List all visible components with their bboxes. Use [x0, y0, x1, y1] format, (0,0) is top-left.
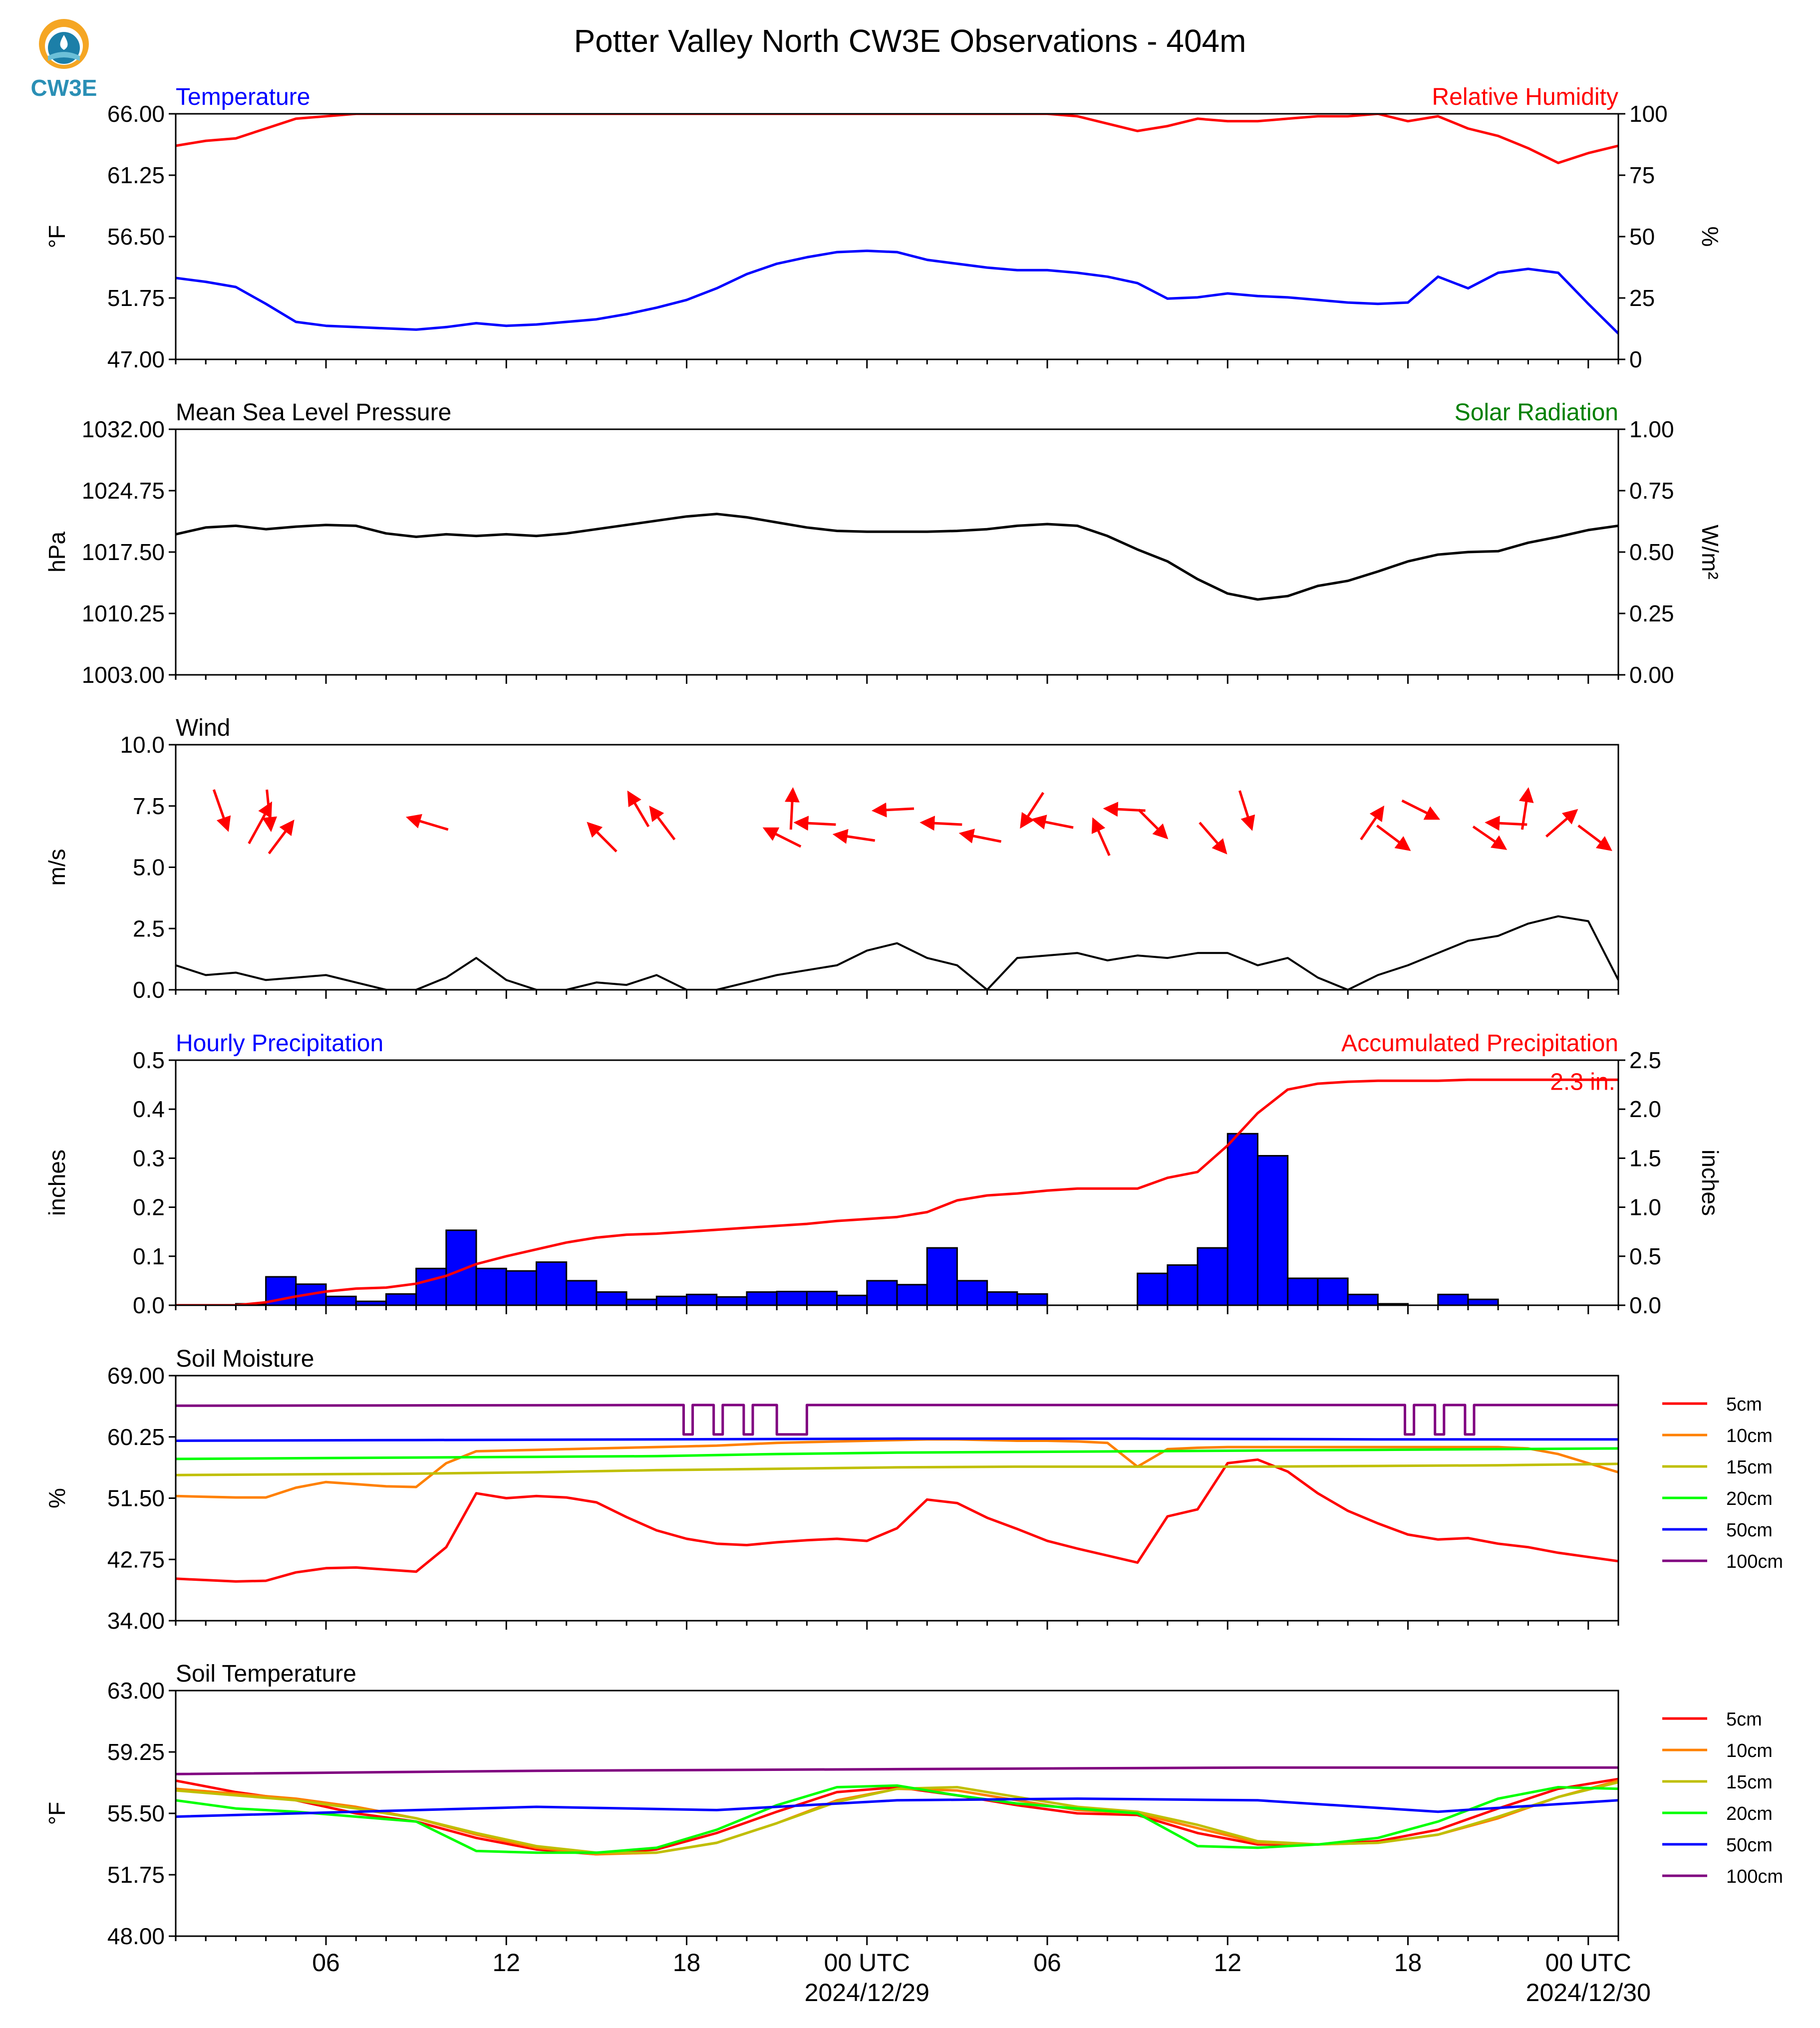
- y-axis-label-right: %: [1697, 226, 1723, 247]
- panel-frame: [176, 114, 1618, 359]
- y-tick-label: 60.25: [107, 1424, 165, 1450]
- accumulated-precip-line: [176, 1080, 1618, 1305]
- y-tick-label-right: 0.5: [1629, 1243, 1661, 1269]
- wind-arrow: [214, 790, 228, 830]
- x-tick-label: 06: [1033, 1949, 1061, 1977]
- legend-label: 15cm: [1726, 1457, 1773, 1478]
- y-tick-label: 0.4: [133, 1096, 165, 1123]
- y-tick-label: 1010.25: [81, 600, 165, 626]
- legend-label: 5cm: [1726, 1394, 1762, 1415]
- wind-arrow: [1139, 810, 1167, 838]
- y-tick-label-right: 0: [1629, 346, 1642, 372]
- y-tick-label: 47.00: [107, 346, 165, 372]
- precip-bar: [506, 1271, 536, 1305]
- y-tick-label-right: 0.0: [1629, 1292, 1661, 1318]
- legend-label: 50cm: [1726, 1835, 1773, 1856]
- depth-line-20cm: [176, 1785, 1618, 1853]
- precip-bar: [446, 1230, 476, 1305]
- plot-area: [176, 114, 1618, 333]
- x-tick-label: 06: [312, 1949, 340, 1977]
- y-axis-label: hPa: [44, 532, 70, 573]
- precip-bar: [567, 1281, 597, 1305]
- y-tick-label: 56.50: [107, 224, 165, 250]
- y-tick-label: 5.0: [133, 854, 165, 880]
- depth-legend: [1662, 1709, 1783, 1887]
- panel-frame: [176, 429, 1618, 675]
- precip-bar: [717, 1297, 747, 1305]
- wind-arrow: [1033, 820, 1073, 828]
- wind-arrow: [1377, 826, 1409, 850]
- legend-label: 10cm: [1726, 1740, 1773, 1761]
- y-tick-label: 1032.00: [81, 416, 165, 442]
- humidity-line: [176, 114, 1618, 163]
- legend-label: 100cm: [1726, 1551, 1784, 1572]
- panel-title-right: Solar Radiation: [1454, 399, 1618, 426]
- y-axis-label: m/s: [44, 849, 70, 886]
- y-tick-label: 51.50: [107, 1485, 165, 1511]
- plot-area: [176, 790, 1618, 990]
- y-tick-label-right: 0.50: [1629, 539, 1674, 565]
- y-axis-label-right: W/m²: [1697, 525, 1723, 579]
- x-tick-label: 18: [672, 1949, 701, 1977]
- y-tick-label: 34.00: [107, 1608, 165, 1634]
- y-tick-label-right: 1.00: [1629, 416, 1674, 442]
- y-tick-label: 51.75: [107, 285, 165, 311]
- panel-title-right: Accumulated Precipitation: [1341, 1030, 1618, 1057]
- x-tick-label: 12: [1213, 1949, 1242, 1977]
- logo-text: CW3E: [30, 75, 97, 101]
- panel-title-left: Mean Sea Level Pressure: [176, 399, 452, 426]
- wind-arrow: [874, 809, 914, 811]
- precip-bar: [1168, 1265, 1198, 1305]
- soil_temperature-panel: [44, 1661, 1783, 2007]
- wind-arrow: [1402, 801, 1438, 819]
- wind-speed-line: [176, 916, 1618, 990]
- precip-bar: [747, 1292, 777, 1305]
- y-tick-label: 2.5: [133, 915, 165, 942]
- pressure-line: [176, 514, 1618, 599]
- y-tick-label: 0.5: [133, 1047, 165, 1073]
- panel-frame: [176, 1376, 1618, 1621]
- precip-bar: [597, 1292, 626, 1305]
- wind-arrow: [791, 790, 793, 830]
- y-tick-label-right: 0.00: [1629, 662, 1674, 688]
- y-tick-label-right: 100: [1629, 101, 1668, 127]
- depth-line-15cm: [176, 1464, 1618, 1475]
- wind-arrow: [1473, 827, 1505, 849]
- y-tick-label: 59.25: [107, 1739, 165, 1765]
- y-tick-label: 1003.00: [81, 662, 165, 688]
- wind-arrow: [628, 793, 648, 827]
- wind-arrow: [961, 834, 1001, 842]
- wind-arrow: [765, 829, 801, 847]
- precip-bar: [927, 1248, 957, 1305]
- precipitation-panel: [44, 1030, 1723, 1318]
- y-tick-label-right: 1.0: [1629, 1194, 1661, 1220]
- y-axis-label: inches: [44, 1150, 70, 1216]
- legend-label: 20cm: [1726, 1803, 1773, 1824]
- y-axis-label: %: [44, 1488, 70, 1508]
- y-tick-label: 1017.50: [81, 539, 165, 565]
- y-axis-label-right: inches: [1697, 1150, 1723, 1216]
- panel-title-left: Temperature: [176, 84, 310, 110]
- y-tick-label: 1024.75: [81, 478, 165, 504]
- y-tick-label: 0.3: [133, 1145, 165, 1171]
- precip-bar: [1198, 1248, 1227, 1305]
- panel-title-left: Soil Temperature: [176, 1661, 356, 1687]
- depth-line-5cm: [176, 1779, 1618, 1854]
- x-tick-label: 18: [1394, 1949, 1422, 1977]
- wind-panel: [44, 715, 1618, 1003]
- precip-bar: [1348, 1294, 1378, 1305]
- precip-bar: [626, 1299, 656, 1305]
- wind-arrow: [835, 835, 875, 841]
- legend-label: 5cm: [1726, 1709, 1762, 1730]
- plot-area: [176, 1767, 1618, 1854]
- precip-bar: [476, 1268, 506, 1305]
- precip-bar: [1258, 1156, 1288, 1305]
- precip-bar: [1138, 1273, 1168, 1305]
- legend-label: 100cm: [1726, 1866, 1784, 1887]
- y-tick-label-right: 75: [1629, 162, 1655, 188]
- depth-legend: [1662, 1394, 1783, 1572]
- y-tick-label: 48.00: [107, 1923, 165, 1949]
- wind-arrow: [589, 824, 616, 852]
- plot-area: [176, 1405, 1618, 1582]
- y-tick-label: 7.5: [133, 793, 165, 819]
- precip-bar: [537, 1262, 567, 1305]
- y-axis-label: °F: [44, 225, 70, 249]
- cw3e-logo: [31, 19, 97, 101]
- precip-bar: [1438, 1294, 1468, 1305]
- wind-arrow: [1200, 823, 1225, 853]
- y-tick-label: 69.00: [107, 1363, 165, 1389]
- wind-arrow: [1361, 808, 1383, 840]
- y-tick-label: 63.00: [107, 1678, 165, 1704]
- y-tick-label: 42.75: [107, 1546, 165, 1573]
- precip-bar: [987, 1292, 1017, 1305]
- depth-line-5cm: [176, 1459, 1618, 1581]
- soil_moisture-panel: [44, 1346, 1783, 1634]
- panel-title-left: Soil Moisture: [176, 1346, 314, 1372]
- wind-arrow: [249, 804, 271, 844]
- y-tick-label-right: 2.5: [1629, 1047, 1661, 1073]
- y-tick-label: 51.75: [107, 1862, 165, 1888]
- precip-bar: [867, 1281, 897, 1305]
- y-tick-label: 61.25: [107, 162, 165, 188]
- x-date-label: 2024/12/29: [804, 1979, 929, 2007]
- wind-arrow: [650, 808, 674, 840]
- y-tick-label: 0.1: [133, 1243, 165, 1269]
- y-tick-label-right: 25: [1629, 285, 1655, 311]
- x-tick-label: 00 UTC: [824, 1949, 910, 1977]
- x-tick-label: 12: [492, 1949, 521, 1977]
- wind-arrow: [1239, 791, 1251, 829]
- precip-bar: [837, 1295, 867, 1305]
- panel-frame: [176, 745, 1618, 990]
- precip-bar: [1318, 1278, 1348, 1305]
- y-tick-label-right: 2.0: [1629, 1096, 1661, 1123]
- legend-label: 50cm: [1726, 1520, 1773, 1541]
- precip-bar: [386, 1294, 416, 1305]
- panel-title-left: Hourly Precipitation: [176, 1030, 384, 1057]
- y-tick-label-right: 0.25: [1629, 600, 1674, 626]
- depth-line-100cm: [176, 1767, 1618, 1774]
- wind-arrow: [1578, 826, 1610, 850]
- depth-line-20cm: [176, 1449, 1618, 1459]
- precip-bar: [1227, 1134, 1257, 1305]
- y-tick-label-right: 1.5: [1629, 1145, 1661, 1171]
- wind-arrow: [796, 823, 836, 825]
- precip-bar: [777, 1292, 807, 1305]
- wind-arrow: [1093, 820, 1109, 856]
- precip-bar: [416, 1268, 446, 1305]
- y-tick-label-right: 0.75: [1629, 478, 1674, 504]
- panel-frame: [176, 1060, 1618, 1305]
- page-title: Potter Valley North CW3E Observations - 404m: [574, 23, 1246, 59]
- temperature_humidity-panel: [44, 84, 1723, 372]
- panel-title-right: Relative Humidity: [1432, 84, 1618, 110]
- accumulated-total-label: 2.3 in.: [1550, 1069, 1615, 1096]
- x-date-label: 2024/12/30: [1525, 1979, 1651, 2007]
- temperature-line: [176, 251, 1618, 334]
- wind-arrow: [408, 818, 448, 830]
- y-tick-label: 0.0: [133, 1292, 165, 1318]
- precip-bar: [687, 1294, 717, 1305]
- x-tick-label: 00 UTC: [1545, 1949, 1631, 1977]
- legend-label: 20cm: [1726, 1488, 1773, 1509]
- y-tick-label-right: 50: [1629, 224, 1655, 250]
- plot-area: [176, 1080, 1618, 1305]
- precip-bar: [656, 1296, 686, 1305]
- precip-bar: [1468, 1299, 1498, 1305]
- legend-label: 10cm: [1726, 1426, 1773, 1447]
- precip-bar: [897, 1285, 927, 1305]
- precip-bar: [1017, 1294, 1047, 1305]
- pressure_solar-panel: [44, 399, 1723, 688]
- y-tick-label: 66.00: [107, 101, 165, 127]
- legend-label: 15cm: [1726, 1772, 1773, 1793]
- wind-arrow: [269, 822, 293, 854]
- precip-bar: [807, 1292, 837, 1305]
- plot-area: [176, 514, 1618, 599]
- y-tick-label: 0.0: [133, 977, 165, 1003]
- panel-title-left: Wind: [176, 715, 231, 741]
- depth-line-100cm: [176, 1405, 1618, 1435]
- y-tick-label: 10.0: [120, 732, 165, 758]
- precip-bar: [1288, 1278, 1318, 1305]
- precip-bar: [957, 1281, 987, 1305]
- y-tick-label: 55.50: [107, 1800, 165, 1826]
- y-axis-label: °F: [44, 1801, 70, 1825]
- wind-arrow: [922, 823, 962, 825]
- wind-arrow: [1487, 823, 1527, 825]
- wind-arrow: [1546, 811, 1576, 837]
- y-tick-label: 0.2: [133, 1194, 165, 1220]
- precip-bar: [326, 1296, 356, 1305]
